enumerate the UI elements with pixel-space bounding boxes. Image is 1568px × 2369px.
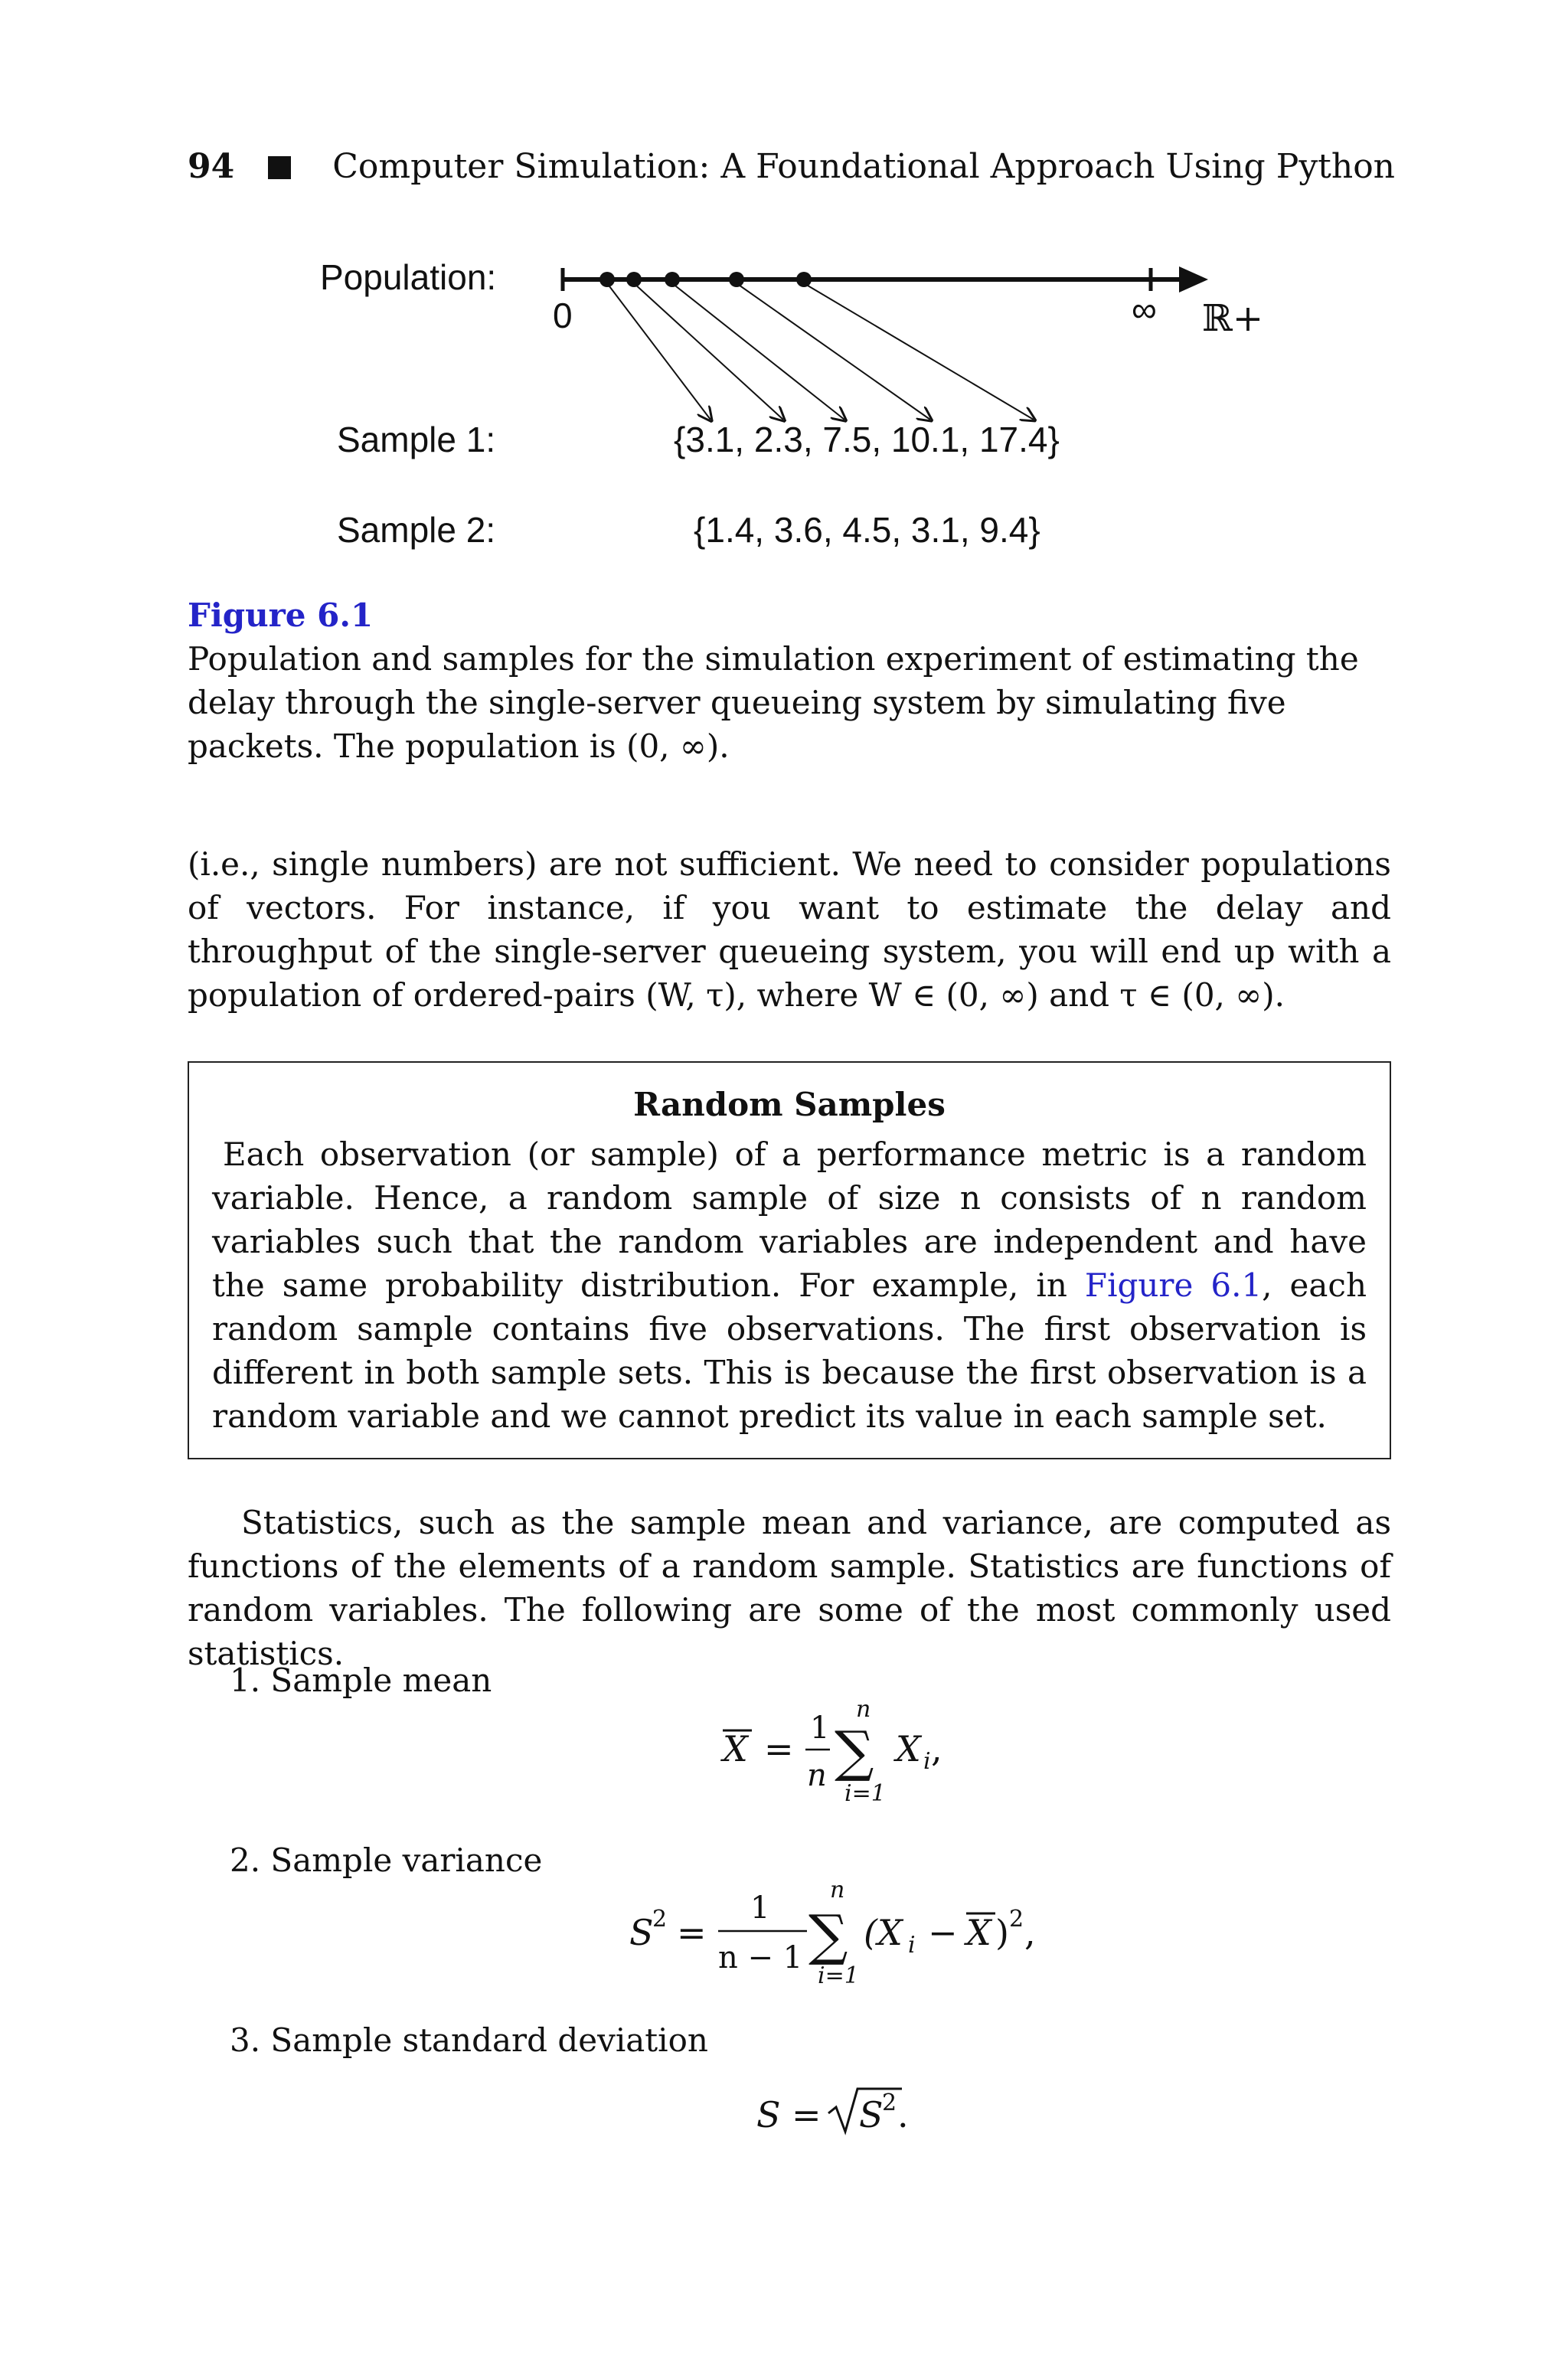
figure-caption-label[interactable]: Figure 6.1 — [188, 596, 374, 634]
sd-radicand-sup: 2 — [882, 2090, 897, 2116]
random-samples-text-part2: , each random sample contains five observations. The first observation is different in both sample sets. This is because the first observation is a random variable and we cannot predict its value in each sample set. — [212, 1266, 1367, 1435]
mean-equals: = — [764, 1728, 794, 1769]
mean-sum-lower: i=1 — [844, 1780, 886, 1807]
var-sum-lower: i=1 — [818, 1962, 859, 1989]
sample2-label: Sample 2: — [337, 510, 496, 550]
paragraph-populations-of-vectors: (i.e., single numbers) are not sufficient. We need to consider populations of vectors. For instance, if you want to estimate the delay and throughput of the single-server queueing system, you will end up with a population of ordered-pairs (W, τ), where W ∈ (0, ∞) and τ ∈ (0, ∞). — [188, 845, 1391, 1014]
random-samples-title: Random Samples — [633, 1086, 946, 1123]
population-label: Population: — [320, 257, 497, 297]
var-comma: , — [1024, 1912, 1036, 1953]
var-sigma-icon: ∑ — [808, 1903, 848, 1967]
mean-term-sub: i — [923, 1748, 931, 1775]
list-item-sample-variance: 2. Sample variance — [230, 1841, 543, 1879]
var-term-minus: − — [928, 1912, 958, 1953]
axis-zero-label: 0 — [553, 296, 573, 335]
var-term-open: (X — [864, 1912, 903, 1953]
formula-sample-std-dev — [756, 2089, 909, 2135]
mean-term: X — [896, 1728, 921, 1769]
var-denominator: n − 1 — [718, 1940, 803, 1975]
axis-infinity-label: ∞ — [1132, 289, 1157, 329]
formula-sample-mean — [720, 1696, 942, 1807]
sd-s: S — [756, 2094, 781, 2135]
var-sum-upper: n — [830, 1877, 845, 1903]
list-item-sample-mean: 1. Sample mean — [230, 1662, 492, 1699]
paragraph-statistics: Statistics, such as the sample mean and variance, are computed as functions of the elements of a random sample. Statistics are functions of random variables. The following are some of the most commonly used statistics. — [188, 1504, 1391, 1672]
mean-xbar: X — [723, 1728, 748, 1769]
mean-comma: , — [931, 1728, 942, 1769]
sample1-label: Sample 1: — [337, 420, 496, 459]
figure-caption-text: Population and samples for the simulation experiment of estimating the delay through the single-server queueing system by simulating five packets. The population is (0, ∞). — [188, 640, 1359, 765]
mean-sum-upper: n — [856, 1696, 871, 1723]
sd-radicand: S — [859, 2094, 884, 2135]
formula-sample-variance — [629, 1877, 1036, 1989]
sd-period: . — [897, 2094, 909, 2135]
figure-6-1-link[interactable]: Figure 6.1 — [1084, 1266, 1263, 1304]
var-numerator: 1 — [750, 1890, 770, 1926]
book-title: Computer Simulation: A Foundational Approach Using Python — [332, 147, 1396, 186]
page-number: 94 — [188, 147, 235, 186]
random-samples-text-part1: Each observation (or sample) of a performance metric is a random variable. Hence, a random sample of size n consists of n random variables such that the random variables are independent and have the same probability distribution. For example, in — [212, 1135, 1367, 1304]
list-item-sample-std-dev: 3. Sample standard deviation — [230, 2021, 708, 2059]
mean-sigma-icon: ∑ — [835, 1719, 874, 1783]
var-term-sub: i — [908, 1932, 916, 1959]
sample2-values: {1.4, 3.6, 4.5, 3.1, 9.4} — [694, 510, 1040, 550]
sd-equals: = — [792, 2094, 822, 2135]
axis-set-label: ℝ+ — [1202, 297, 1264, 340]
mean-denominator: n — [807, 1758, 827, 1793]
var-s: S — [629, 1912, 654, 1953]
var-equals: = — [677, 1912, 707, 1953]
mean-numerator: 1 — [810, 1711, 830, 1746]
var-term-sup: 2 — [1009, 1906, 1024, 1933]
var-term-xbar: X — [966, 1912, 991, 1953]
var-s-sup: 2 — [652, 1906, 668, 1933]
sample1-values: {3.1, 2.3, 7.5, 10.1, 17.4} — [674, 420, 1060, 459]
var-term-close: ) — [995, 1912, 1009, 1953]
